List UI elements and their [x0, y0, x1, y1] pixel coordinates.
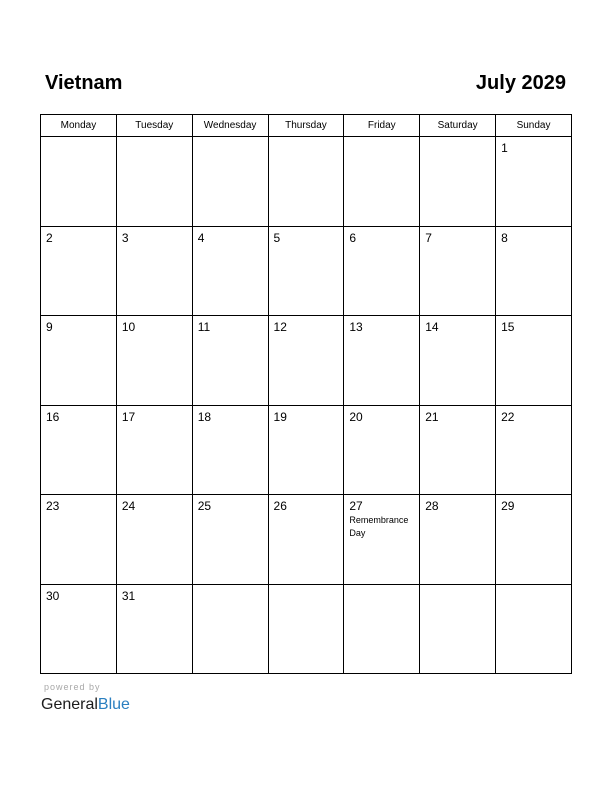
day-number: [425, 589, 490, 603]
day-cell: [41, 316, 117, 406]
day-cell-content: [496, 227, 571, 316]
day-cell: [420, 495, 496, 585]
day-number: 10: [121, 320, 136, 334]
day-cell: [344, 405, 420, 495]
weekday-header: Monday: [41, 115, 117, 137]
day-cell-content: [193, 137, 268, 226]
brand-footer: [41, 682, 244, 715]
day-number: 3: [121, 230, 129, 245]
day-number: 11: [197, 320, 211, 334]
day-cell-content: [193, 316, 268, 405]
day-number: [274, 141, 339, 155]
week-row: [41, 405, 572, 495]
day-cell-content: [496, 137, 571, 226]
day-number: 19: [273, 409, 287, 424]
day-number: 6: [349, 230, 357, 245]
day-cell-content: [269, 585, 344, 674]
day-cell: [41, 226, 117, 316]
day-number: 27: [349, 499, 363, 513]
day-cell: [496, 405, 572, 495]
day-cell-content: [193, 227, 268, 316]
day-number: [46, 141, 111, 155]
day-cell-content: [344, 495, 419, 584]
day-cell: [268, 405, 344, 495]
day-number: [501, 589, 566, 603]
day-cell: [496, 137, 572, 227]
day-number: 29: [501, 499, 515, 513]
logo-general-text: General: [41, 696, 98, 713]
day-cell: [420, 584, 496, 674]
day-cell: [268, 316, 344, 406]
day-cell-content: [496, 406, 571, 495]
weekday-header: Wednesday: [192, 115, 268, 137]
day-cell: [496, 495, 572, 585]
day-cell-content: [496, 495, 571, 584]
generalblue-logo: [41, 695, 244, 715]
day-cell: [41, 584, 117, 674]
weekday-header: Tuesday: [116, 115, 192, 137]
day-number: 12: [273, 320, 287, 334]
day-number: 13: [349, 320, 363, 334]
weekday-header: Thursday: [268, 115, 344, 137]
day-cell: [116, 405, 192, 495]
day-cell-content: [344, 137, 419, 226]
day-number: [198, 589, 263, 603]
day-number: 18: [197, 409, 212, 424]
weekday-header: Friday: [344, 115, 420, 137]
day-cell-content: [117, 495, 192, 584]
day-cell: [344, 495, 420, 585]
month-title: July 2029: [475, 72, 566, 94]
day-cell-content: [269, 316, 344, 405]
day-number: 14: [425, 320, 439, 334]
weekday-header-row: [41, 115, 572, 137]
day-number: [425, 141, 490, 155]
day-cell: [420, 316, 496, 406]
day-number: [349, 141, 414, 155]
day-cell: [268, 226, 344, 316]
day-cell: [116, 316, 192, 406]
day-number: [349, 589, 414, 603]
calendar-body: [41, 137, 572, 674]
logo-blue-text: Blue: [97, 696, 130, 713]
day-cell: [268, 495, 344, 585]
day-cell: [496, 316, 572, 406]
day-cell-content: [41, 316, 116, 405]
calendar-grid: [40, 114, 572, 674]
day-cell-content: [344, 227, 419, 316]
day-cell: [344, 137, 420, 227]
day-number: 26: [273, 499, 287, 513]
weekday-header: Sunday: [496, 115, 572, 137]
day-cell-content: [420, 137, 495, 226]
day-number: 9: [46, 320, 53, 334]
day-number: [274, 589, 339, 603]
day-number: 17: [121, 409, 136, 424]
day-cell: [192, 137, 268, 227]
day-number: 22: [501, 409, 515, 424]
day-cell-content: [420, 495, 495, 584]
day-cell-content: [496, 316, 571, 405]
day-number: 23: [46, 499, 60, 513]
day-cell-content: [269, 406, 344, 495]
country-title: Vietnam: [45, 72, 123, 94]
day-number: [198, 141, 263, 155]
day-cell-content: [344, 406, 419, 495]
day-cell-content: [193, 406, 268, 495]
day-cell-content: [344, 316, 419, 405]
day-cell-content: [420, 406, 495, 495]
day-cell: [116, 495, 192, 585]
day-cell: [496, 226, 572, 316]
day-cell-content: [41, 137, 116, 226]
day-cell: [192, 316, 268, 406]
day-cell-content: [117, 585, 192, 674]
day-cell: [41, 137, 117, 227]
holiday-label: Remembrance Day: [349, 515, 409, 538]
day-cell-content: [344, 585, 419, 674]
week-row: [41, 495, 572, 585]
day-cell-content: [41, 585, 116, 674]
powered-by-text: powered by: [44, 682, 101, 692]
day-cell-content: [269, 137, 344, 226]
day-number: 28: [425, 499, 439, 513]
day-cell: [268, 584, 344, 674]
day-cell: [192, 495, 268, 585]
day-cell-content: [269, 495, 344, 584]
day-number: 20: [349, 409, 363, 424]
day-cell: [496, 584, 572, 674]
week-row: [41, 137, 572, 227]
day-cell-content: [117, 137, 192, 226]
day-cell-content: [420, 585, 495, 674]
day-cell-content: [117, 316, 192, 405]
day-cell: [420, 405, 496, 495]
day-cell: [41, 495, 117, 585]
day-cell-content: [193, 495, 268, 584]
day-cell-content: [193, 585, 268, 674]
day-cell: [192, 405, 268, 495]
day-cell-content: [41, 227, 116, 316]
day-cell: [344, 316, 420, 406]
day-cell-content: [420, 227, 495, 316]
day-cell: [420, 137, 496, 227]
day-number: 2: [46, 230, 53, 245]
day-number: [122, 141, 187, 155]
day-cell: [116, 584, 192, 674]
day-cell: [41, 405, 117, 495]
day-cell: [420, 226, 496, 316]
day-number: 5: [273, 230, 281, 245]
day-number: 4: [197, 230, 205, 245]
day-cell: [192, 584, 268, 674]
day-number: 25: [197, 499, 212, 513]
day-number: 21: [425, 409, 439, 424]
week-row: [41, 584, 572, 674]
day-number: 15: [501, 320, 515, 334]
day-number: 1: [501, 141, 508, 155]
day-number: 7: [425, 230, 432, 245]
day-number: 24: [121, 499, 136, 513]
day-cell-content: [420, 316, 495, 405]
day-cell: [344, 226, 420, 316]
day-cell-content: [269, 227, 344, 316]
week-row: [41, 226, 572, 316]
day-number: 30: [46, 588, 60, 603]
day-cell: [192, 226, 268, 316]
day-cell-content: [117, 406, 192, 495]
day-cell: [268, 137, 344, 227]
day-cell-content: [117, 227, 192, 316]
weekday-header: Saturday: [420, 115, 496, 137]
day-number: 8: [501, 230, 508, 245]
day-cell: [116, 226, 192, 316]
day-cell: [344, 584, 420, 674]
day-cell: [116, 137, 192, 227]
day-number: 16: [46, 409, 60, 424]
day-number: 31: [121, 588, 136, 603]
day-cell-content: [496, 585, 571, 674]
day-cell-content: [41, 495, 116, 584]
week-row: [41, 316, 572, 406]
day-cell-content: [41, 406, 116, 495]
